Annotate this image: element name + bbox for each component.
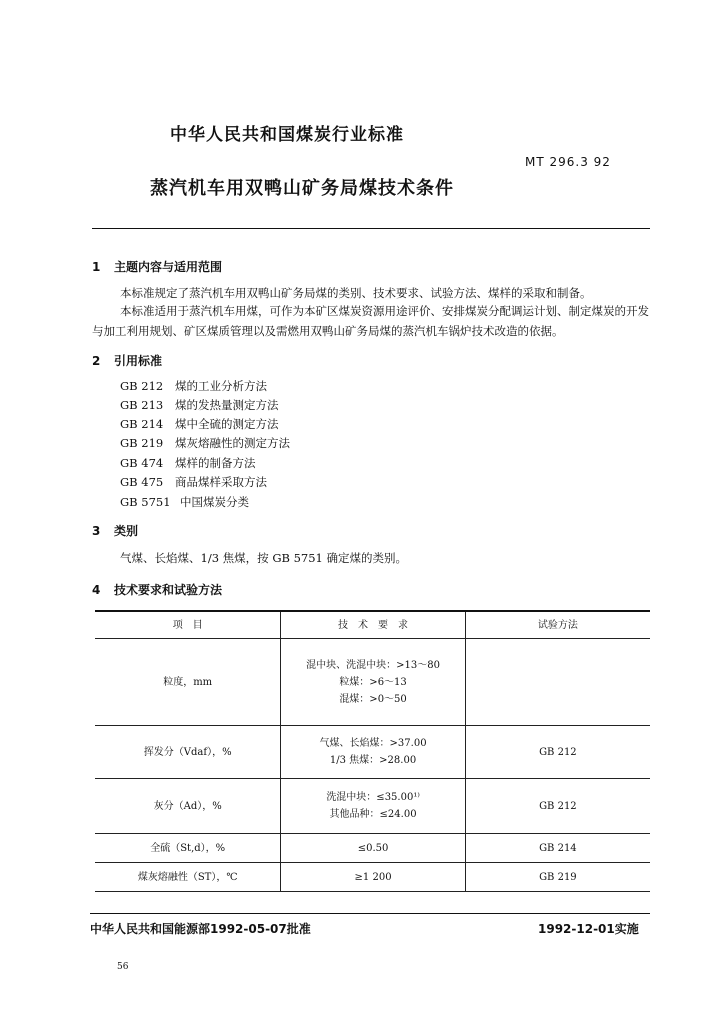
section-number: 3 [92, 524, 101, 538]
section-number: 1 [92, 260, 101, 274]
section-number: 4 [92, 583, 101, 597]
cell-requirement [281, 779, 465, 834]
implementation-date: 1992-12-01实施 [538, 922, 639, 936]
cell-requirement [281, 863, 465, 892]
table-row [95, 779, 650, 834]
cell-requirement [281, 834, 465, 863]
reference-item [120, 474, 267, 490]
cell-method: GB 219 [465, 863, 650, 892]
section-title: 类别 [114, 524, 139, 538]
cell-item: 全硫（St,d），% [150, 842, 226, 854]
cell-item: 粒度，mm [163, 676, 213, 688]
reference-name: 煤样的制备方法 [175, 456, 256, 470]
table-header-row [95, 611, 650, 639]
table-row [95, 639, 650, 726]
requirement-line: 混煤：>0～50 [339, 693, 407, 705]
section-1-paragraph-2: 本标准适用于蒸汽机车用煤，可作为本矿区煤炭资源用途评价、安排煤炭分配调运计划、制定煤炭的开发与加工利用规划、矿区煤质管理以及需燃用双鸭山矿务局煤的蒸汽机车锅炉技术改造的依据。 [92, 304, 649, 338]
section-4-heading [92, 581, 222, 598]
standard-category: 中华人民共和国煤炭行业标准 [170, 125, 404, 145]
cell-requirement [281, 639, 465, 726]
cell-method: GB 212 [465, 779, 650, 834]
column-header-requirement: 技 术 要 求 [281, 611, 465, 639]
reference-code: GB 213 [120, 398, 164, 412]
reference-item [120, 435, 290, 451]
section-1-paragraph-1: 本标准规定了蒸汽机车用双鸭山矿务局煤的类别、技术要求、试验方法、煤样的采取和制备。 [120, 286, 592, 300]
reference-item [120, 397, 279, 413]
reference-code: GB 474 [120, 456, 164, 470]
reference-code: GB 475 [120, 475, 164, 489]
reference-name: 商品煤样采取方法 [175, 475, 267, 489]
section-1-heading [92, 258, 222, 275]
cell-item: 挥发分（Vdaf），% [143, 746, 232, 758]
requirement-line: 气煤、长焰煤：>37.00 [319, 738, 427, 749]
reference-name: 煤灰熔融性的测定方法 [175, 436, 290, 450]
cell-method: GB 214 [465, 834, 650, 863]
reference-code: GB 5751 [120, 495, 171, 509]
reference-item [120, 494, 249, 510]
requirement-line: 其他品种：≤24.00 [329, 809, 417, 820]
page-number: 56 [117, 962, 129, 972]
reference-item [120, 416, 279, 432]
cell-requirement [281, 726, 465, 779]
requirement-line: ≥1 200 [354, 871, 392, 883]
reference-name: 煤的发热量测定方法 [175, 398, 279, 412]
reference-item [120, 378, 267, 394]
section-title: 主题内容与适用范围 [114, 260, 223, 274]
requirement-line: 1/3 焦煤：>28.00 [329, 755, 417, 766]
reference-item [120, 455, 256, 471]
reference-code: GB 219 [120, 436, 164, 450]
cell-method [465, 639, 650, 726]
table-row [95, 863, 650, 892]
reference-name: 煤中全硫的测定方法 [175, 417, 279, 431]
document-title: 蒸汽机车用双鸭山矿务局煤技术条件 [150, 178, 454, 199]
cell-item: 灰分（Ad），% [153, 800, 222, 812]
footer-divider [90, 913, 650, 914]
section-3-text: 气煤、长焰煤、1/3 焦煤，按 GB 5751 确定煤的类别。 [120, 551, 408, 565]
table-row [95, 726, 650, 779]
section-number: 2 [92, 354, 101, 368]
requirement-line: ≤0.50 [357, 842, 389, 854]
section-title: 引用标准 [114, 354, 163, 368]
standard-code: MT 296.3 92 [525, 155, 611, 169]
column-header-method: 试验方法 [465, 611, 650, 639]
requirement-line: 洗混中块：≤35.00¹⁾ [326, 792, 420, 803]
reference-code: GB 212 [120, 379, 164, 393]
section-2-heading [92, 352, 162, 369]
title-divider [92, 228, 650, 229]
requirement-line: 粒煤：>6～13 [339, 676, 407, 688]
cell-method: GB 212 [465, 726, 650, 779]
reference-code: GB 214 [120, 417, 164, 431]
cell-item: 煤灰熔融性（ST），℃ [137, 871, 238, 883]
section-title: 技术要求和试验方法 [114, 583, 223, 597]
technical-requirements-table [95, 610, 650, 892]
section-3-heading [92, 522, 138, 539]
requirement-line: 混中块、洗混中块：>13～80 [306, 659, 440, 671]
approval-line: 中华人民共和国能源部1992-05-07批准 [90, 922, 311, 936]
column-header-item: 项 目 [172, 619, 203, 631]
reference-name: 中国煤炭分类 [180, 495, 249, 509]
reference-name: 煤的工业分析方法 [175, 379, 267, 393]
table-row [95, 834, 650, 863]
